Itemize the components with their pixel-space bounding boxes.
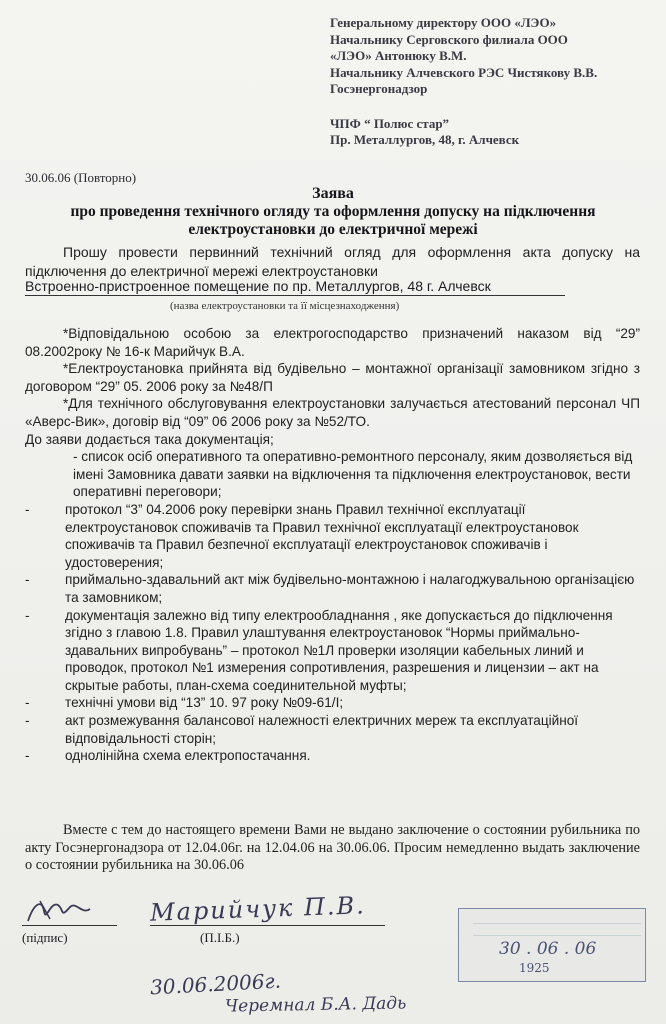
document-body (25, 325, 640, 765)
document-title (10, 185, 656, 239)
addressee-line: Генеральному директору ООО «ЛЭО» (330, 15, 557, 30)
signature-label: (підпис) (22, 930, 68, 945)
intro-text: Прошу провести первинний технічний огляд для оформлення акта допуску на підключення до електричної мережі електроустановки (25, 244, 640, 279)
title-heading: Заява (312, 185, 354, 202)
list-item-text: - список осіб оперативного та оперативно-ремонтного персоналу, яким дозволяється від імені Замовника давати заявки на відключення та підключення електроустановок, вести оперативні переговори; (73, 449, 633, 500)
list-item (25, 501, 640, 571)
body-paragraph: *Відповідальною особою за електрогосподарство призначений наказом від “29” 08.2002року № 16-к Марийчук В.А. (25, 326, 640, 359)
addressee-line: Госэнергонадзор (330, 81, 428, 96)
body-paragraph: *Електроустановка прийнята від будівельно – монтажної організації замовником згідно з договором “29” 05. 2006 року за №48/П (25, 361, 640, 394)
stamp-code: 1925 (519, 961, 550, 975)
list-item-text: однолінійна схема електропостачання. (65, 748, 311, 764)
stamp-header (459, 909, 645, 936)
installation-caption: (назва електроустановки та її місцезнаходження) (170, 300, 400, 312)
list-item-text: акт розмежування балансової належності електричних мереж та експлуатаційної відповідальності сторін; (65, 713, 579, 746)
stamp-date: 30 . 06 . 06 (499, 939, 597, 959)
closing-paragraph: Вместе с тем до настоящего времени Вами не выдано заключение о состоянии рубильника по акту Госэнергонадзора от 12.04.06г. на 12.04.06 на 30.06.06. Просим немедленно выдать заключение о состоянии рубильника на 30.06.06 (25, 822, 640, 874)
handwritten-name: Марийчук П.В. (149, 891, 367, 927)
list-item-text: технічні умови від “13” 10. 97 року №09-61/І; (65, 695, 344, 711)
list-item (25, 747, 640, 765)
document-date: 30.06.06 (Повторно) (25, 170, 137, 185)
title-subject-cont: електроустановки до електричної мережі (188, 221, 478, 238)
sender-address: Пр. Металлургов, 48, г. Алчевск (330, 132, 520, 147)
list-dash: - (25, 748, 30, 764)
list-item (25, 571, 640, 606)
list-dash: - (25, 501, 30, 517)
sender-line: ЧПФ “ Полюс стар” (330, 115, 450, 131)
addressee-line: Начальнику Алчевского РЭС Чистякову В.В. (330, 64, 598, 80)
title-subject: про проведення технічного огляду та оформлення допуску на підключення (70, 203, 596, 220)
addressee-block (330, 15, 660, 149)
name-label: (П.І.Б.) (200, 930, 240, 945)
list-dash: - (25, 713, 30, 729)
list-item-text: протокол “3” 04.2006 року перевірки знань Правил технічної експлуатації електроустановок споживачів та Правил технічної експлуатації електроустановок споживачів та Правил безпечної експлуатації електроустановок споживачів і удостоверения; (65, 501, 579, 570)
list-dash: - (25, 695, 30, 711)
intro-paragraph (25, 243, 640, 280)
body-paragraph: До заяви додається така документація; (25, 431, 274, 447)
list-item-text: документація залежно від типу електрообладнання , яке допускається до підключення згідно з главою 1.8. Правил улаштування електроустановок “Нормы приймально-здавальних випробувань” – протокол №1Л проверки изоляции кабельных линий и проводок, протокол №1 измерения сопротивления, разрешения и лицензии – акт на скрытые работы, план-схема соединительной муфты; (65, 607, 613, 693)
handwritten-note: Черемнал Б.А. Дадь (224, 993, 407, 1017)
body-paragraph: *Для технічного обслуговування електроустановки залучається атестований персонал ЧП «Аверс-Вик», договір від “09” 06 2006 року за №52/ТО. (25, 396, 640, 429)
list-item-text: приймально-здавальний акт між будівельно-монтажною і налагоджувальною організацією та замовником; (65, 572, 635, 605)
signature-scribble (20, 895, 120, 927)
installation-name: Встроенно-пристроенное помещение по пр. Металлургов, 48 г. Алчевск (25, 278, 565, 296)
addressee-line: Начальнику Серговского филиала ООО (330, 31, 568, 47)
list-item (25, 607, 640, 695)
list-item (25, 694, 640, 712)
addressee-line: «ЛЭО» Антонюку В.М. (330, 48, 467, 63)
registration-stamp (458, 908, 646, 982)
handwritten-date: 30.06.2006г. (149, 968, 282, 1000)
list-dash: - (25, 607, 30, 623)
list-item (25, 712, 640, 747)
list-item (25, 448, 640, 501)
list-dash: - (25, 572, 30, 588)
attachments-list (25, 448, 640, 765)
signature-line (22, 925, 117, 926)
